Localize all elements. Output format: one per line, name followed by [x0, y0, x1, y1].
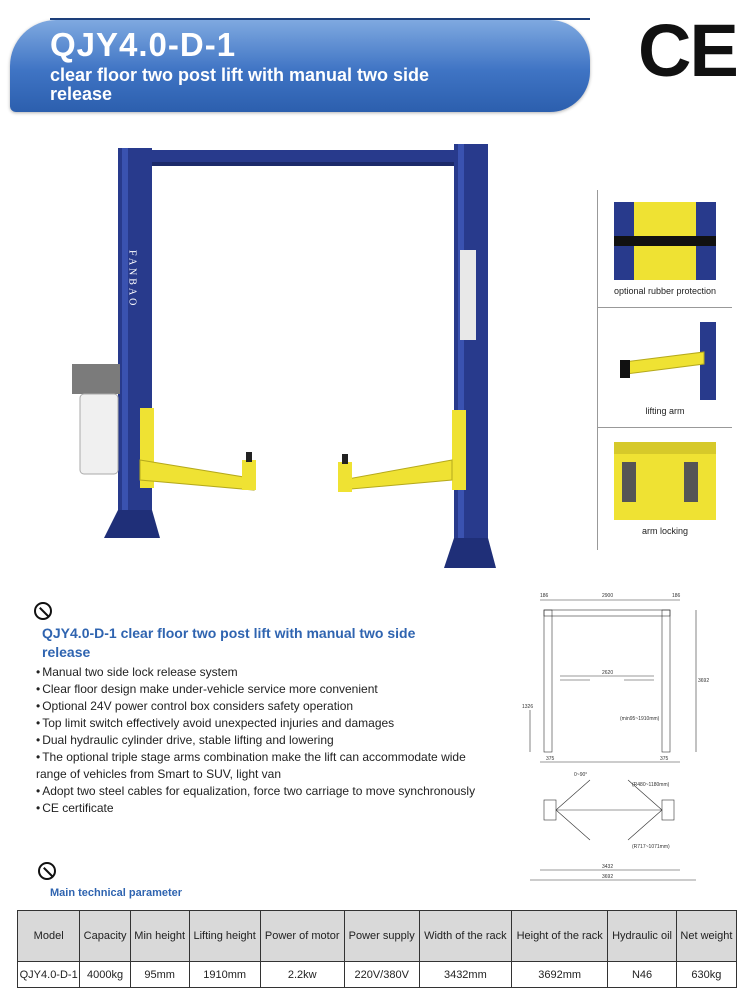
- dim-label: 3432: [602, 864, 614, 870]
- list-item: • Optional 24V power control box considers safety operation: [36, 698, 476, 715]
- list-item: • CE certificate: [36, 800, 476, 817]
- feature-section-icon: [34, 602, 52, 620]
- rubber-protection-photo: [614, 202, 716, 280]
- table-header: Width of the rack: [419, 911, 511, 962]
- table-header: Net weight: [676, 911, 736, 962]
- model-subtitle: clear floor two post lift with manual two side release: [50, 65, 430, 104]
- ce-mark: CE: [638, 9, 737, 92]
- two-post-lift-photo: [60, 140, 520, 570]
- table-cell: 95mm: [130, 962, 189, 988]
- dim-label: 2620: [602, 670, 614, 676]
- dim-label: 1326: [522, 704, 534, 710]
- table-header: Min height: [130, 911, 189, 962]
- dim-label: 3692: [698, 678, 710, 684]
- table-header: Power supply: [344, 911, 419, 962]
- table-header-row: [18, 911, 737, 962]
- table-header: Hydraulic oil: [608, 911, 677, 962]
- detail-panel: [597, 190, 731, 550]
- table-header: Height of the rack: [512, 911, 608, 962]
- table-cell: N46: [608, 962, 677, 988]
- list-item: • Dual hydraulic cylinder drive, stable lifting and lowering: [36, 732, 476, 749]
- list-item: • The optional triple stage arms combination make the lift can accommodate wide range of vehicles from Smart to SUV, light van: [36, 749, 476, 783]
- dim-label: (R717~1071mm): [632, 844, 670, 850]
- table-cell: 220V/380V: [344, 962, 419, 988]
- dim-label: 186: [540, 593, 549, 599]
- table-cell: 3432mm: [419, 962, 511, 988]
- lifting-arm-photo: [614, 322, 716, 400]
- parameter-title: Main technical parameter: [50, 887, 183, 899]
- list-item: • Adopt two steel cables for equalization, force two carriage to move synchronously: [36, 783, 476, 800]
- feature-list: [36, 664, 476, 817]
- brand-logo: FANBAO: [126, 250, 138, 309]
- detail-label: arm locking: [641, 526, 688, 536]
- table-cell: 3692mm: [512, 962, 608, 988]
- parameter-section-icon: [38, 862, 56, 880]
- table-cell: 1910mm: [189, 962, 260, 988]
- banner-divider: [50, 18, 590, 20]
- detail-label: lifting arm: [645, 406, 685, 416]
- detail-label: optional rubber protection: [613, 286, 717, 296]
- technical-drawing: [520, 590, 730, 890]
- table-cell: 2.2kw: [260, 962, 344, 988]
- detail-item: [598, 190, 732, 308]
- parameter-table: [17, 910, 737, 988]
- dim-label: (R480~1180mm): [632, 782, 670, 788]
- dim-label: 0~90°: [574, 772, 588, 778]
- dim-label: 375: [660, 756, 669, 762]
- table-header: Power of motor: [260, 911, 344, 962]
- dim-label: (min95~1910mm): [620, 716, 660, 722]
- table-cell: 4000kg: [80, 962, 130, 988]
- table-row: [18, 962, 737, 988]
- detail-item: [598, 310, 732, 428]
- dim-label: 3692: [602, 874, 614, 880]
- features-title: QJY4.0-D-1 clear floor two post lift with manual two side release: [42, 625, 416, 660]
- list-item: • Manual two side lock release system: [36, 664, 476, 681]
- dim-label: 2900: [602, 593, 614, 599]
- table-header: Lifting height: [189, 911, 260, 962]
- table-cell: 630kg: [676, 962, 736, 988]
- table-header: Capacity: [80, 911, 130, 962]
- model-title: QJY4.0-D-1: [50, 26, 237, 63]
- arm-locking-photo: [614, 442, 716, 520]
- table-header: Model: [18, 911, 80, 962]
- detail-item: [598, 430, 732, 548]
- list-item: • Top limit switch effectively avoid unexpected injuries and damages: [36, 715, 476, 732]
- list-item: • Clear floor design make under-vehicle service more convenient: [36, 681, 476, 698]
- dim-label: 375: [546, 756, 555, 762]
- table-cell: QJY4.0-D-1: [18, 962, 80, 988]
- dim-label: 186: [672, 593, 681, 599]
